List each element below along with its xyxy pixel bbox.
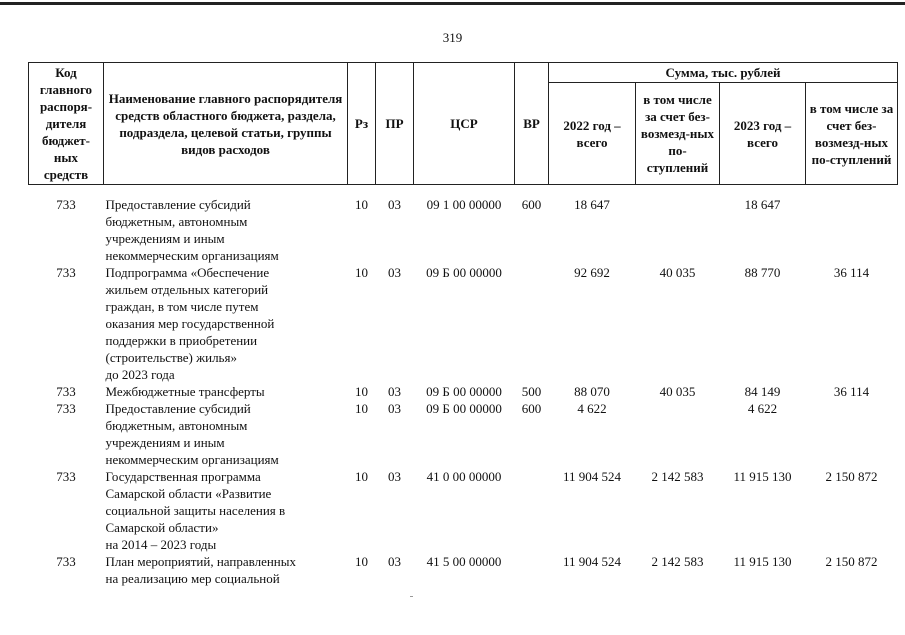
cell-csr: 09 Б 00 00000 xyxy=(426,265,502,280)
name-line: бюджетным, автономным xyxy=(105,214,248,229)
cell-name xyxy=(104,264,348,383)
cell-code: 733 xyxy=(56,197,76,212)
cell-csr: 09 Б 00 00000 xyxy=(426,401,502,416)
cell-2022-total: 11 904 524 xyxy=(562,554,622,569)
cell-vr xyxy=(515,553,549,587)
cell-vr: 500 xyxy=(521,384,542,399)
cell-2023-total: 88 770 xyxy=(744,265,781,280)
header-code: Код главного распоря-дителя бюджет-ных средств xyxy=(29,63,104,185)
cell-vr: 600 xyxy=(521,197,542,212)
cell-pr: 03 xyxy=(388,197,401,212)
cell-csr: 41 5 00 00000 xyxy=(426,554,502,569)
cell-2022-total: 18 647 xyxy=(574,197,610,212)
cell-rz: 10 xyxy=(355,554,368,569)
name-line: некоммерческим организациям xyxy=(105,248,279,263)
cell-csr: 09 1 00 00000 xyxy=(426,197,502,212)
cell-name xyxy=(104,553,348,587)
top-border-rule xyxy=(0,2,905,5)
cell-2023-total: 18 647 xyxy=(744,197,781,212)
cell-2023-grant: 36 114 xyxy=(833,384,870,399)
table-row xyxy=(29,196,898,264)
gap-cell xyxy=(29,185,898,197)
cell-2022-total: 4 622 xyxy=(577,401,607,416)
name-line: граждан, в том числе путем xyxy=(105,299,259,314)
cell-2022-total: 92 692 xyxy=(574,265,610,280)
cell-pr: 03 xyxy=(388,469,401,484)
table-row xyxy=(29,553,898,587)
name-line: на реализацию мер социальной xyxy=(105,571,280,586)
name-line: Предоставление субсидий xyxy=(105,401,251,416)
cell-vr xyxy=(515,264,549,383)
cell-code: 733 xyxy=(56,384,76,399)
cell-name xyxy=(104,400,348,468)
cell-2023-grant: 36 114 xyxy=(833,265,870,280)
cell-vr: 600 xyxy=(521,401,542,416)
cell-pr: 03 xyxy=(388,265,401,280)
header-2023-total: 2023 год – всего xyxy=(720,83,806,185)
name-line: некоммерческим организациям xyxy=(105,452,279,467)
table-row xyxy=(29,468,898,553)
name-line: Межбюджетные трансферты xyxy=(105,384,265,399)
cell-2022-grant xyxy=(636,400,720,468)
name-line: План мероприятий, направленных xyxy=(105,554,296,569)
name-line: социальной защиты населения в xyxy=(105,503,286,518)
cell-rz: 10 xyxy=(355,197,368,212)
page-number: 319 xyxy=(442,30,463,45)
cell-pr: 03 xyxy=(388,384,401,399)
name-line: Подпрограмма «Обеспечение xyxy=(105,265,270,280)
header-rz: Рз xyxy=(348,63,376,185)
name-line: поддержки в приобретении xyxy=(105,333,258,348)
name-line: Предоставление субсидий xyxy=(105,197,251,212)
header-sum-group: Сумма, тыс. рублей xyxy=(549,63,898,83)
name-line: на 2014 – 2023 годы xyxy=(105,537,217,552)
table-row xyxy=(29,400,898,468)
cell-2022-grant: 2 142 583 xyxy=(651,469,704,484)
cell-pr: 03 xyxy=(388,554,401,569)
header-2022-grant: в том числе за счет без-возмезд-ных по-ступлений xyxy=(636,83,720,185)
name-line: оказания мер государственной xyxy=(105,316,275,331)
cell-code: 733 xyxy=(56,469,76,484)
cell-pr: 03 xyxy=(388,401,401,416)
cell-rz: 10 xyxy=(355,384,368,399)
cell-rz: 10 xyxy=(355,469,368,484)
cell-code: 733 xyxy=(56,401,76,416)
table-header xyxy=(29,63,898,185)
header-csr: ЦСР xyxy=(414,63,515,185)
header-2022-total: 2022 год – всего xyxy=(549,83,636,185)
cell-2022-total: 11 904 524 xyxy=(562,469,622,484)
cell-csr: 09 Б 00 00000 xyxy=(426,384,502,399)
cell-code: 733 xyxy=(56,554,76,569)
header-gap-row xyxy=(29,185,898,197)
name-line: до 2023 года xyxy=(105,367,175,382)
name-line: (строительстве) жилья» xyxy=(105,350,237,365)
cell-csr: 41 0 00 00000 xyxy=(426,469,502,484)
cell-name xyxy=(104,196,348,264)
cell-2022-grant: 2 142 583 xyxy=(651,554,704,569)
name-line: жильем отдельных категорий xyxy=(105,282,269,297)
header-pr: ПР xyxy=(376,63,414,185)
cell-rz: 10 xyxy=(355,265,368,280)
cell-2023-total: 11 915 130 xyxy=(733,554,792,569)
cell-2023-grant: 2 150 872 xyxy=(825,469,878,484)
cell-2023-total: 11 915 130 xyxy=(733,469,792,484)
header-name: Наименование главного распорядителя средств областного бюджета, раздела, подраздела, целевой статьи, группы видов расходов xyxy=(104,63,348,185)
name-line: Самарской области» xyxy=(105,520,219,535)
cell-2022-total: 88 070 xyxy=(574,384,610,399)
cell-2023-total: 4 622 xyxy=(747,401,778,416)
table-row xyxy=(29,383,898,400)
name-line: бюджетным, автономным xyxy=(105,418,248,433)
cell-2023-grant xyxy=(806,400,898,468)
name-line: Государственная программа xyxy=(105,469,261,484)
table-row xyxy=(29,264,898,383)
cell-2022-grant: 40 035 xyxy=(659,265,696,280)
cell-2023-total: 84 149 xyxy=(744,384,781,399)
header-vr: ВР xyxy=(515,63,549,185)
scan-mark xyxy=(410,596,413,597)
name-line: Самарской области «Развитие xyxy=(105,486,272,501)
cell-2022-grant: 40 035 xyxy=(659,384,696,399)
cell-2022-grant xyxy=(636,196,720,264)
name-line: учреждениям и иным xyxy=(105,435,225,450)
cell-rz: 10 xyxy=(355,401,368,416)
table-body xyxy=(29,185,898,588)
cell-name xyxy=(104,468,348,553)
cell-name xyxy=(104,383,348,400)
cell-code: 733 xyxy=(56,265,76,280)
cell-2023-grant: 2 150 872 xyxy=(825,554,878,569)
budget-table xyxy=(28,62,898,587)
header-2023-grant: в том числе за счет без-возмезд-ных по-ступлений xyxy=(806,83,898,185)
name-line: учреждениям и иным xyxy=(105,231,225,246)
cell-2023-grant xyxy=(806,196,898,264)
cell-vr xyxy=(515,468,549,553)
